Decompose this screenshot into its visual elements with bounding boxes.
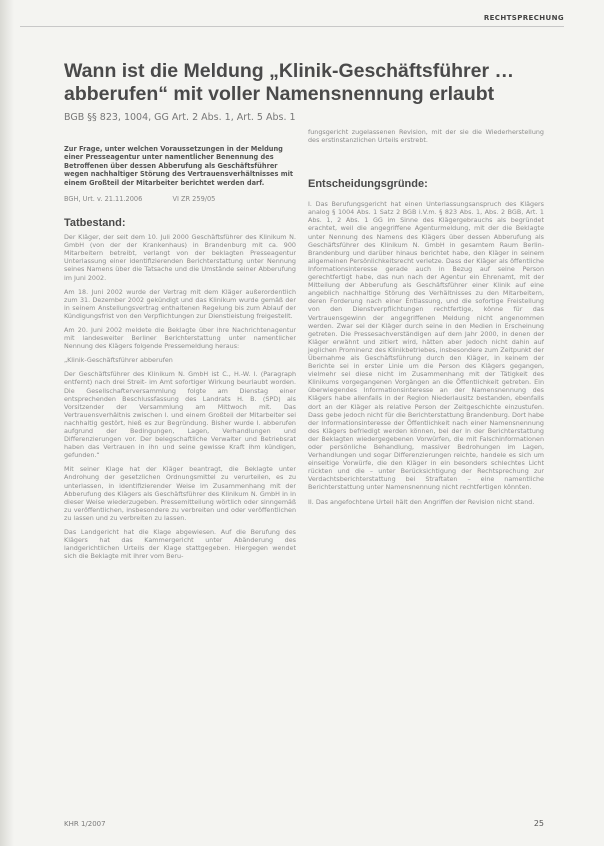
rubric-divider [20,26,564,27]
reasons-paragraph: II. Das angefochtene Urteil hält den Angriffen der Revision nicht stand. [308,497,535,506]
facts-paragraph: Mit seiner Klage hat der Kläger beantragt, die Beklagte unter Androhung der gesetzlichen Ordnungsmittel zu verurteilen, es zu unterlassen, in identifizierender Weise im Zusammenhang mit der Abberufung des Klägers als Geschäftsführer des Klinikum N. GmbH in in dieser Weise wiederzugeben. Pressemitteilung wörtlich oder sinngemäß zu veröffentlichen, insbesondere zu verbreiten und oder veröffentlichen zu lassen und zu verbreiten zu lassen. [64,465,296,522]
case-number: VI ZR 259/05 [172,195,216,204]
facts-heading: Tatbestand: [64,217,126,230]
facts-paragraph: Am 18. Juni 2002 wurde der Vertrag mit dem Kläger außerordentlich zum 31. Dezember 2002 gekündigt und das Klinikum wurde gemäß der in seinem Anstellungsvertrag enthaltenen Regelung bis zum Ablauf der Kündigungsfrist von den Verpflichtungen zur Dienstleistung freigestellt. [64,287,296,320]
press-release-title: „Klinik-Geschäftsführer abberufen [64,356,173,365]
lead-paragraph: Zur Frage, unter welchen Voraussetzungen in der Meldung einer Presseagentur unter namentlicher Benennung des Betroffenen über dessen Abberufung als Geschäftsführer wegen nachhaltiger Störung des Vertrauensverhältnisses mit einem Großteil der Mitarbeiter berichtet werden darf. [64,145,294,187]
press-release-text: Der Geschäftsführer des Klinikum N. GmbH ist C., H.-W. I. (Paragraph entfernt) nach drei Streit- im Amt sofortiger Wirkung beurlaubt worden. Die Gesellschafterversammlung folgte am Dienstag einer entsprechenden Beschlussfassung des Landrats H. B. (SPD) als Vorsitzender der Versammlung am Mittwoch mit. Das Vertrauensverhältnis zwischen I. und einem Großteil der Mitarbeiter sei nachhaltig gestört, hieß es zur Begründung. Bisher wurde I. abberufen aufgrund der Bedingungen, Lagen, Verhandlungen und Differenzierungen vor. Der belegschaftliche Verwalter und Betriebsrat haben das Vertrauen in ihn und seine gewisse Kraft ihm kündigen, gefunden.“ [64,370,296,460]
page-number: 25 [533,819,544,828]
article-title: Wann ist die Meldung „Klinik-Geschäftsführer … abberufen“ mit voller Namensnennung erlaubt [64,60,514,105]
reasons-heading: Entscheidungsgründe: [308,178,428,191]
revision-intro: fungsgericht zugelassenen Revision, mit der sie die Wiederherstellung des erstinstanzlichen Urteils erstrebt. [308,128,544,145]
section-rubric: RECHTSPRECHUNG [483,14,564,22]
legal-norms: BGB §§ 823, 1004, GG Art. 2 Abs. 1, Art. 5 Abs. 1 [64,112,296,123]
court-decision: BGH, Urt. v. 21.11.2006 [64,195,143,204]
facts-paragraph: Der Kläger, der seit dem 10. Juli 2000 Geschäftsführer des Klinikum N. GmbH (von der der Krankenhaus) in Brandenburg mit ca. 900 Mitarbeitern betreibt, verlangt von der beklagten Presseagentur Unterlassung einer identifizierenden Berichterstattung unter Nennung seines Namens über die Tatsache und die Umstände seiner Abberufung im Juni 2002. [64,233,296,282]
court-reference [64,195,296,203]
left-column [64,145,296,566]
scan-edge [0,0,14,846]
journal-reference: KHR 1/2007 [64,820,106,828]
facts-paragraph: Das Landgericht hat die Klage abgewiesen. Auf die Berufung des Klägers hat das Kammergericht unter Abänderung des landgerichtlichen Urteils der Klage stattgegeben. Hiergegen wendet sich die Beklagte mit ihrer vom Beru- [64,528,296,561]
right-column [308,128,544,512]
reasons-paragraph: I. Das Berufungsgericht hat einen Unterlassungsanspruch des Klägers analog § 1004 Abs. 1 Satz 2 BGB i.V.m. § 823 Abs. 1, Abs. 2 BGB, Art. 1 Abs. 1, 2 Abs. 1 GG im Sinne des Klägergebrauchs als begründet erachtet, weil die angegriffene Agenturmeldung, mit der die Beklagte unter Nennung des Namens des Klägers über dessen Abberufung als Geschäftsführer des Klinikum N. GmbH in gesamtem Raum Berlin-Brandenburg und darüber hinaus berichtet habe, den Kläger in seinem allgemeinen Persönlichkeitsrecht verletze. Dass der Kläger als öffentliche Informationsinteresse gerade auch in Bezug auf seine Person gerechtfertigt habe, das nun nach der Agentur ein Ehrenamt, mit der Mitteilung der Abberufung als Geschäftsführer einer Klinik auf eine angeblich nachhaltige Störung des Verhältnisses zu den Mitarbeitern, deren Forderung nach einer Entlassung, und die sofortige Freistellung von den Dienstverpflichtungen rechtfertige, könne für das Vertrauensgewinn der angegriffenen Meldung nicht angenommen werden. Zwar sei der Kläger durch seine in den Medien in Erscheinung getreten. Die Pressesachverständigen auf dem Jahr 2000, in denen der Kläger erwähnt und zitiert wird, hätten aber jedoch nicht dahin auf jeglichen Prominenz des Klinikbetriebes, insbesondere zum Zeitpunkt der Übernahme als Geschäftsführung durch den Kläger, in keinem der Berichte sei in erster Linie um die Person des Klägers gegangen, vielmehr sei diese nicht im Zusammenhang mit der Tätigkeit des Klinikums vorgegangenen Vorgängen an die Öffentlichkeit getreten. Ein überwiegendes Informationsinteresse an der Namensnennung des Klägers habe allenfalls in der Region Niederlausitz bestanden, ebenfalls dort an der Kläger als relative Person der Zeitgeschichte einzustufen. Dass gebe jedoch nicht für die Berichterstattung Brandenburg. Dort habe der Informationsinteresse der Öffentlichkeit nach einer Namensnennung des Klägers befriedigt werden können, bei der in der Berichterstattung der Beklagten wiedergegebenen Vorwürfen, die mit Falschinformationen oder persönliche Behandlung, massiver Bedrohungen im Lagen, Verhandlungen und sogar Differenzierungen reichte, handele es sich um einseitige Vorwürfe, die den Kläger in ein besonders schlechtes Licht rückten und die – unter Berücksichtigung der Rechtsprechung zur Verdachtsberichterstattung bei Straftaten – eine namentliche Berichterstattung unter Namensnennung nicht rechtfertigen könnten. [308,200,544,492]
facts-paragraph: Am 20. Juni 2002 meldete die Beklagte über ihre Nachrichtenagentur mit landesweiter Berliner Berichterstattung unter namentlicher Nennung des Klägers folgende Pressemeldung heraus: [64,325,296,351]
